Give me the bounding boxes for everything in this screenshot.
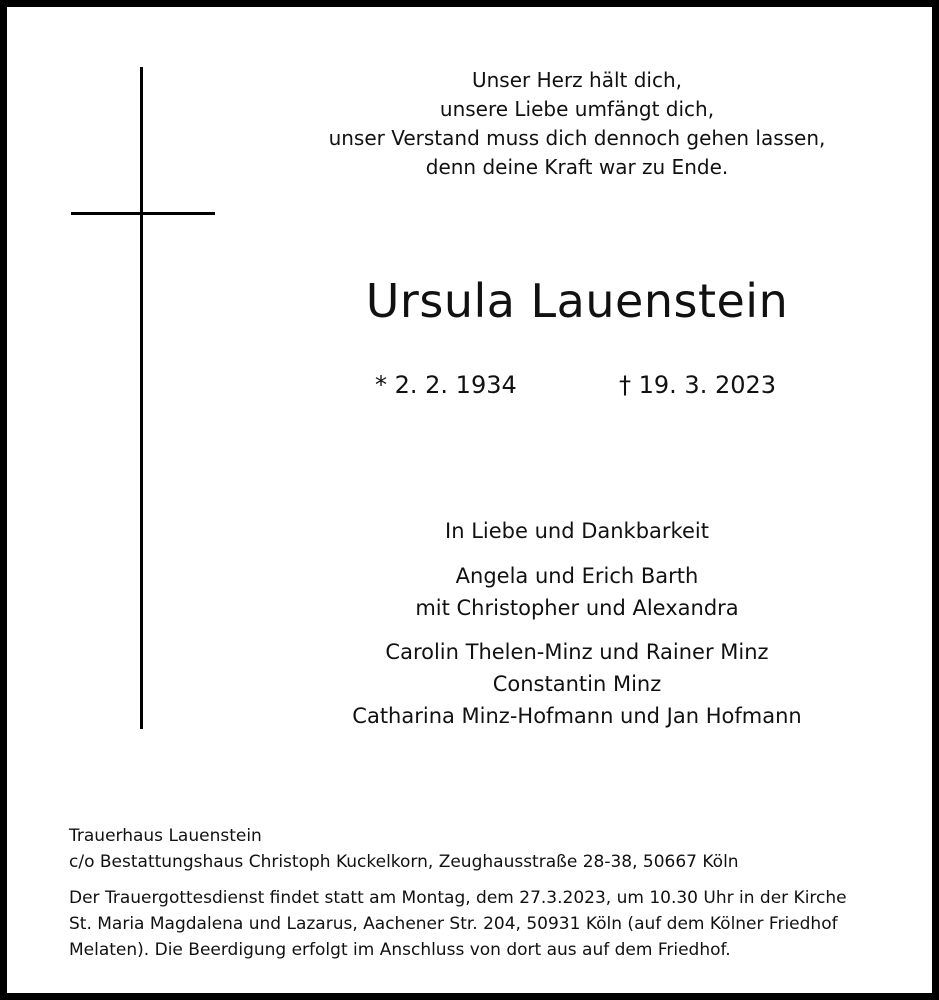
death-date: † 19. 3. 2023 <box>619 371 777 399</box>
cross-icon-horizontal <box>71 212 215 215</box>
cross-icon-vertical <box>140 67 143 729</box>
poem-line: Unser Herz hält dich, <box>471 68 682 92</box>
mourner-line: Angela und Erich Barth <box>455 564 699 588</box>
birth-date: * 2. 2. 1934 <box>375 371 517 399</box>
service-line: Der Trauergottesdienst findet statt am Montag, dem 27.3.2023, um 10.30 Uhr in der Kirche <box>69 888 847 908</box>
service-line: St. Maria Magdalena und Lazarus, Aachener Str. 204, 50931 Köln (auf dem Kölner Friedhof <box>69 914 838 934</box>
mourner-line: Catharina Minz-Hofmann und Jan Hofmann <box>352 704 802 728</box>
poem <box>307 66 847 182</box>
service-line: Melaten). Die Beerdigung erfolgt im Anschluss von dort aus auf dem Friedhof. <box>69 940 731 960</box>
mourners <box>307 515 847 732</box>
deceased-name: Ursula Lauenstein <box>365 274 789 328</box>
poem-line: unsere Liebe umfängt dich, <box>439 97 715 121</box>
house-name: Trauerhaus Lauenstein <box>69 826 262 846</box>
poem-line: denn deine Kraft war zu Ende. <box>425 155 729 179</box>
mourner-line: Carolin Thelen-Minz und Rainer Minz <box>385 640 769 664</box>
mourner-line: mit Christopher und Alexandra <box>415 596 739 620</box>
footer-info <box>69 823 889 963</box>
poem-line: unser Verstand muss dich dennoch gehen lassen, <box>328 126 826 150</box>
mourners-intro: In Liebe und Dankbarkeit <box>445 519 709 543</box>
mourner-line: Constantin Minz <box>492 672 662 696</box>
house-address: c/o Bestattungshaus Christoph Kuckelkorn, Zeughausstraße 28-38, 50667 Köln <box>69 852 739 872</box>
